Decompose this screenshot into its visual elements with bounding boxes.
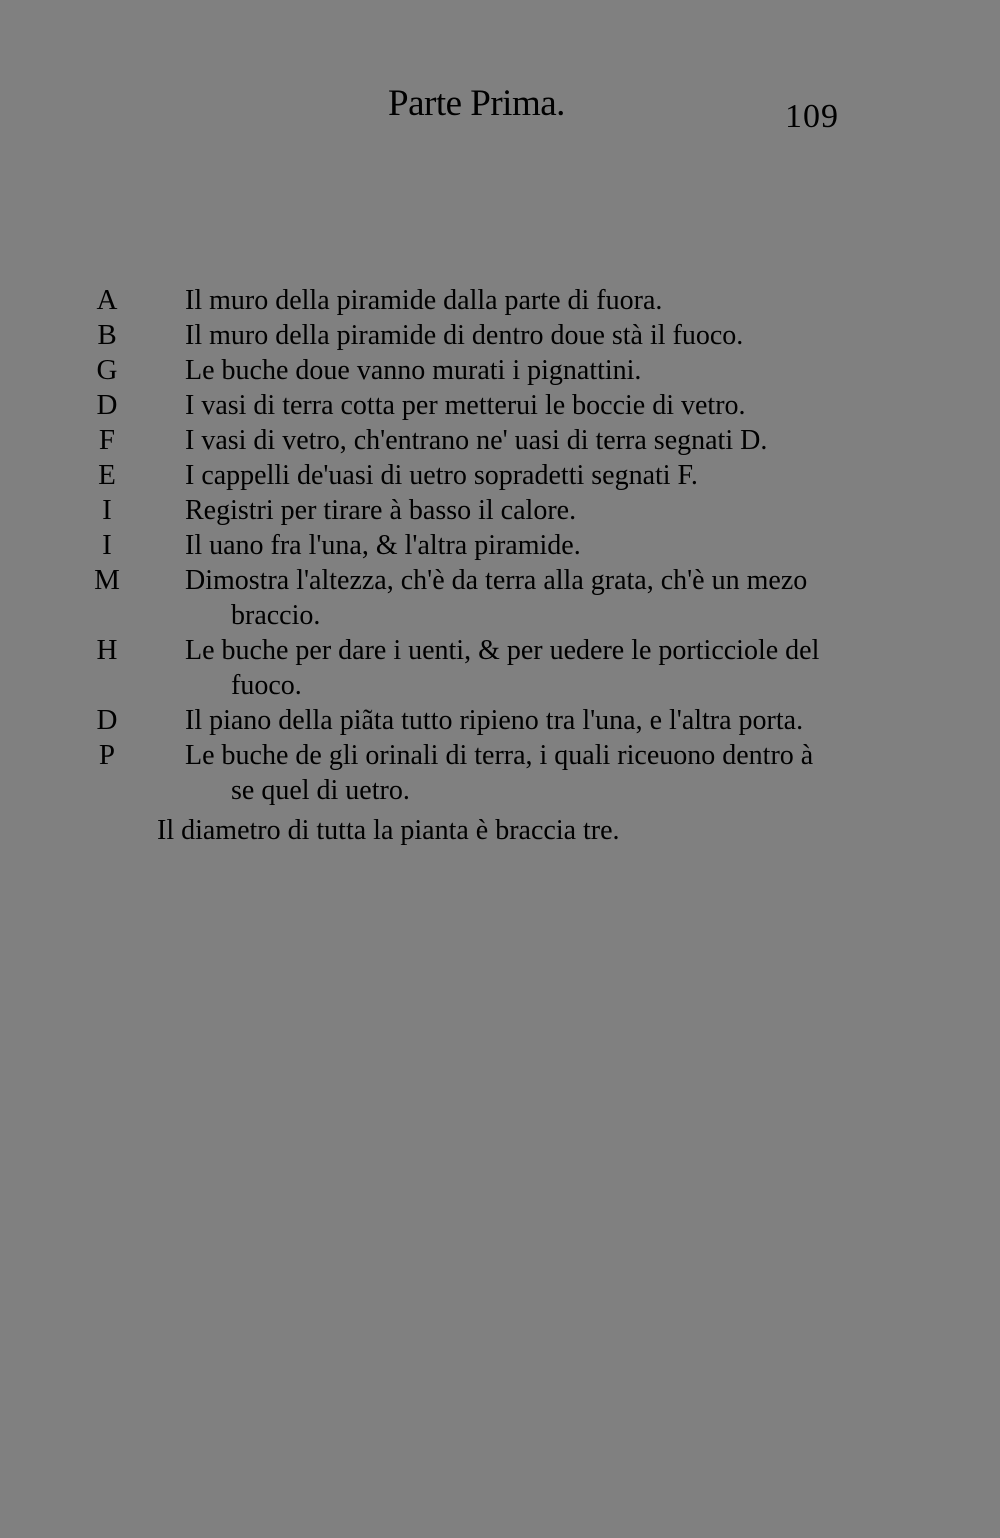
legend-entry [0, 493, 1000, 528]
legend-letter: D [96, 704, 118, 736]
legend-description: Il piano della piãta tutto ripieno tra l'una, e l'altra porta. [185, 705, 804, 736]
legend-entry [0, 528, 1000, 563]
legend-letter: I [102, 529, 112, 561]
legend-letter: D [96, 389, 118, 421]
legend-description: Registri per tirare à basso il calore. [185, 495, 577, 526]
legend-description: Il muro della piramide dalla parte di fuora. [185, 285, 663, 316]
legend-letter: P [98, 739, 116, 771]
running-head: Parte Prima. [388, 83, 565, 124]
legend-description: I vasi di terra cotta per metterui le boccie di vetro. [185, 390, 746, 421]
legend-description: Il muro della piramide di dentro doue stà il fuoco. [185, 320, 744, 351]
legend-letter: E [98, 459, 116, 491]
legend-entry [0, 353, 1000, 388]
legend-description [185, 738, 910, 808]
legend-description: Le buche doue vanno murati i pignattini. [185, 355, 642, 386]
legend-description: Il uano fra l'una, & l'altra piramide. [185, 530, 581, 561]
legend-entry [0, 458, 1000, 493]
legend-description: I vasi di vetro, ch'entrano ne' uasi di terra segnati D. [185, 425, 768, 456]
legend-entry [0, 318, 1000, 353]
legend-description [185, 563, 910, 633]
legend-entry [0, 563, 1000, 633]
closing-line: Il diametro di tutta la pianta è braccia tre. [157, 815, 620, 846]
legend-letter: A [96, 284, 118, 316]
legend-letter: G [96, 354, 118, 386]
legend-description-continuation: fuoco. [231, 670, 302, 701]
legend-entry [0, 423, 1000, 458]
legend-description-line: Le buche per dare i uenti, & per uedere le porticciole del [185, 635, 820, 666]
legend-description-line: Dimostra l'altezza, ch'è da terra alla grata, ch'è un mezo [185, 565, 808, 596]
legend-letter: I [102, 494, 112, 526]
legend-description: I cappelli de'uasi di uetro sopradetti segnati F. [185, 460, 698, 491]
legend-description-continuation: braccio. [231, 600, 321, 631]
legend-entry [0, 633, 1000, 703]
legend-letter: F [98, 424, 116, 456]
legend-description-line: Le buche de gli orinali di terra, i quali riceuono dentro à [185, 740, 814, 771]
legend-description [185, 633, 910, 703]
legend-description-continuation: se quel di uetro. [231, 775, 410, 806]
legend-letter: M [94, 564, 120, 596]
legend-letter: H [96, 634, 118, 666]
legend-entry [0, 703, 1000, 738]
legend-list [0, 283, 1000, 808]
legend-entry [0, 738, 1000, 808]
page-number: 109 [785, 98, 839, 135]
legend-entry [0, 388, 1000, 423]
legend-entry [0, 283, 1000, 318]
legend-letter: B [97, 319, 117, 351]
